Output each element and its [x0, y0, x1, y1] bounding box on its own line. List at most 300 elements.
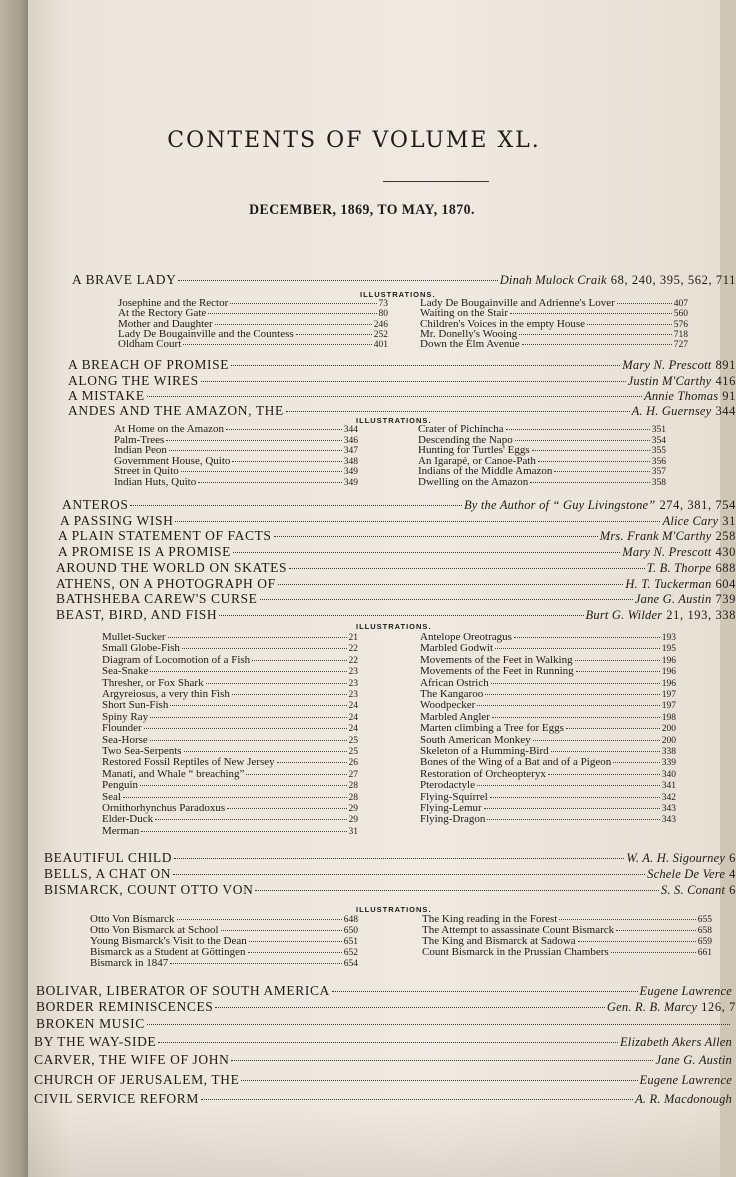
illustration-page: 196 — [661, 678, 676, 689]
illustration-page: 28 — [348, 792, 358, 803]
toc-entry[interactable] — [58, 528, 736, 544]
entry-title: CIVIL SERVICE REFORM — [34, 1091, 199, 1106]
illustration-title: At the Rectory Gate — [118, 307, 207, 320]
entry-author: Gen. R. B. Marcy — [606, 1000, 698, 1014]
leader-dots — [174, 858, 624, 859]
leader-dots — [232, 694, 347, 695]
leader-dots — [538, 461, 650, 462]
leader-dots — [182, 648, 347, 649]
illustration-page: 196 — [661, 667, 676, 678]
leader-dots — [587, 324, 672, 325]
leader-dots — [522, 344, 672, 345]
illustration-title: Mr. Donelly's Wooing — [420, 327, 518, 340]
entry-pages: 739 — [715, 592, 736, 606]
entry-author: Jane G. Austin — [655, 1053, 732, 1067]
entry-title: BEAUTIFUL CHILD — [44, 850, 173, 865]
leader-dots — [233, 552, 620, 553]
toc-entry[interactable] — [68, 357, 736, 373]
illustration-title: Oldham Court — [118, 338, 182, 351]
illustration-page: 401 — [373, 340, 388, 351]
illustration-page: 22 — [348, 644, 358, 655]
toc-entry[interactable] — [36, 1016, 736, 1032]
illustration-page: 654 — [343, 959, 358, 969]
entry-pages: 604 — [715, 577, 736, 591]
toc-entry[interactable] — [56, 607, 736, 623]
entry-title: BOLIVAR, LIBERATOR OF SOUTH AMERICA — [36, 983, 330, 998]
document-page — [28, 0, 736, 1177]
illustration-title: Thresher, or Fox Shark — [102, 676, 204, 689]
illustration-title: Short Sun-Fish — [102, 699, 169, 712]
illustration-page: 24 — [348, 712, 358, 723]
entry-pages: 21, 193, 338 — [666, 608, 736, 622]
entry-title: ANTEROS — [62, 497, 129, 512]
leader-dots — [215, 1007, 605, 1008]
leader-dots — [169, 450, 342, 451]
entry-pages: 31 — [722, 514, 736, 528]
leader-dots — [576, 671, 660, 672]
illustration-title: Mullet-Sucker — [102, 631, 166, 643]
entry-author: By the Author of “ Guy Livingstone” — [463, 498, 656, 512]
illustration-title: An Igarapé, or Canoe-Path — [418, 454, 536, 467]
illustration-page: 348 — [343, 456, 358, 467]
illustration-page: 24 — [348, 724, 358, 735]
illustration-item[interactable] — [102, 769, 358, 781]
illustration-page: 25 — [348, 747, 358, 757]
leader-dots — [206, 683, 347, 684]
entry-author: W. A. H. Sigourney — [626, 851, 726, 865]
illustration-title: Flying-Squirrel — [420, 790, 488, 803]
illustration-page: 342 — [661, 792, 676, 803]
illustration-page: 661 — [697, 948, 712, 958]
illustration-title: Woodpecker — [420, 699, 476, 712]
leader-dots — [611, 952, 696, 953]
leader-dots — [232, 461, 341, 462]
illustration-page: 343 — [661, 804, 676, 814]
illustration-title: The Attempt to assassinate Count Bismarck — [422, 924, 615, 936]
illustration-title: Young Bismarck's Visit to the Dean — [90, 935, 247, 947]
entry-title: BELLS, A CHAT ON — [44, 866, 172, 881]
illustration-item[interactable] — [90, 958, 358, 970]
entry-author: S. S. Conant — [660, 883, 726, 897]
illustration-item[interactable] — [118, 339, 388, 351]
illustration-item[interactable] — [420, 339, 688, 351]
illustration-page: 24 — [348, 701, 358, 712]
leader-dots — [231, 1060, 653, 1061]
leader-dots — [548, 774, 660, 775]
illustration-page: 356 — [651, 456, 666, 467]
illustration-title: Down the Elm Avenue — [420, 338, 520, 351]
illustration-page: 339 — [661, 758, 676, 769]
leader-dots — [227, 808, 346, 809]
leader-dots — [477, 785, 660, 786]
illustration-page: 344 — [343, 425, 358, 435]
illustration-title: Diagram of Locomotion of a Fish — [102, 653, 251, 666]
entry-pages: 891 — [715, 358, 736, 372]
leader-dots — [332, 991, 638, 992]
leader-dots — [532, 450, 650, 451]
leader-dots — [533, 740, 660, 741]
entry-title: AROUND THE WORLD ON SKATES — [56, 560, 288, 575]
entry-pages: 416 — [715, 374, 736, 388]
leader-dots — [554, 471, 649, 472]
leader-dots — [147, 1024, 730, 1025]
leader-dots — [181, 471, 342, 472]
illustration-title: Crater of Pichincha — [418, 423, 504, 435]
illustration-page: 343 — [661, 815, 676, 826]
entry-author: Annie Thomas — [644, 389, 719, 403]
illustration-title: Movements of the Feet in Running — [420, 665, 574, 678]
leader-dots — [515, 440, 650, 441]
illustrations-heading: ILLUSTRATIONS. — [356, 905, 432, 914]
illustration-page: 655 — [697, 915, 712, 925]
illustration-title: Flying-Lemur — [420, 802, 482, 814]
toc-entry[interactable] — [34, 1034, 736, 1050]
leader-dots — [477, 705, 659, 706]
entry-author: Mrs. Frank M'Carthy — [599, 529, 712, 543]
illustration-page: 718 — [673, 329, 688, 340]
leader-dots — [147, 396, 642, 397]
toc-entry[interactable] — [34, 1072, 736, 1088]
toc-entry[interactable] — [36, 983, 736, 999]
toc-entry[interactable] — [56, 591, 736, 607]
illustration-title: Indian Huts, Quito — [114, 476, 197, 488]
illustration-page: 407 — [673, 299, 688, 309]
illustrations-heading: ILLUSTRATIONS. — [360, 290, 436, 299]
leader-dots — [255, 890, 658, 891]
entry-title: BEAST, BIRD, AND FISH — [56, 607, 218, 622]
entry-author: Dinah Mulock Craik — [499, 273, 607, 287]
entry-title: A PASSING WISH — [60, 513, 174, 528]
entry-pages: 68, 240, 395, 562, 711 — [610, 273, 736, 287]
illustration-item[interactable] — [420, 814, 676, 826]
illustration-page: 358 — [651, 478, 666, 488]
leader-dots — [530, 482, 649, 483]
leader-dots — [510, 313, 672, 314]
illustration-page: 351 — [651, 425, 666, 435]
toc-entry[interactable] — [36, 999, 736, 1015]
illustration-title: Descending the Napo — [418, 433, 513, 446]
illustration-title: Two Sea-Serpents — [102, 745, 182, 757]
illustration-title: Skeleton of a Humming-Bird — [420, 745, 549, 757]
toc-entry[interactable] — [34, 1052, 736, 1068]
illustration-page: 31 — [348, 826, 358, 837]
entry-title: CHURCH OF JERUSALEM, THE — [34, 1072, 240, 1087]
leader-dots — [201, 1099, 633, 1100]
entry-title: BY THE WAY-SIDE — [34, 1034, 157, 1049]
entry-author: H. T. Tuckerman — [625, 577, 712, 591]
book-gutter — [0, 0, 28, 1177]
toc-entry[interactable] — [62, 497, 736, 513]
leader-dots — [278, 584, 624, 585]
illustration-title: Merman — [102, 824, 140, 837]
leader-dots — [184, 751, 347, 752]
leader-dots — [221, 930, 342, 931]
entry-pages: 274, 381, 754 — [659, 498, 736, 512]
illustration-item[interactable] — [418, 477, 666, 489]
illustration-page: 21 — [348, 633, 358, 643]
leader-dots — [566, 728, 660, 729]
illustration-title: Bismarck in 1847 — [90, 957, 169, 969]
leader-dots — [485, 694, 660, 695]
illustration-title: Bismarck as a Student at Göttingen — [90, 946, 246, 958]
entry-author: Jane G. Austin — [634, 592, 712, 606]
illustration-page: 252 — [373, 329, 388, 340]
leader-dots — [141, 831, 346, 832]
page-shadow — [28, 1107, 720, 1177]
leader-dots — [274, 536, 598, 537]
entry-pages: 4 — [729, 867, 736, 881]
entry-pages: 91 — [722, 389, 736, 403]
entry-author: Mary N. Prescott — [622, 545, 712, 559]
illustration-page: 357 — [651, 467, 666, 478]
entry-author: A. H. Guernsey — [631, 404, 712, 418]
leader-dots — [289, 568, 645, 569]
entry-author: Eugene Lawrence — [639, 1073, 732, 1087]
illustration-title: Flounder — [102, 722, 142, 735]
leader-dots — [144, 728, 347, 729]
leader-dots — [178, 280, 497, 281]
leader-dots — [492, 717, 660, 718]
illustration-page: 28 — [348, 781, 358, 792]
leader-dots — [231, 365, 620, 366]
illustration-page: 195 — [661, 644, 676, 655]
leader-dots — [559, 919, 695, 920]
illustration-page: 659 — [697, 937, 712, 947]
illustration-title: The King and Bismarck at Sadowa — [422, 935, 576, 947]
entry-pages: 258 — [715, 529, 736, 543]
illustration-title: Restored Fossil Reptiles of New Jersey — [102, 756, 275, 769]
illustration-title: African Ostrich — [420, 676, 489, 689]
leader-dots — [219, 615, 583, 616]
illustration-title: Indian Peon — [114, 444, 167, 457]
leader-dots — [226, 429, 342, 430]
leader-dots — [150, 717, 346, 718]
leader-dots — [140, 785, 346, 786]
illustration-title: Indians of the Middle Amazon — [418, 465, 553, 478]
leader-dots — [123, 797, 347, 798]
illustration-page: 197 — [661, 690, 676, 700]
illustration-title: Sea-Horse — [102, 733, 148, 746]
toc-entry[interactable] — [44, 850, 736, 866]
leader-dots — [208, 313, 376, 314]
leader-dots — [215, 324, 372, 325]
entry-author: T. B. Thorpe — [646, 561, 712, 575]
illustration-title: Seal — [102, 790, 121, 803]
leader-dots — [158, 1042, 618, 1043]
illustration-page: 196 — [661, 655, 676, 666]
illustration-title: Restoration of Orcheopteryx — [420, 767, 546, 780]
leader-dots — [490, 797, 660, 798]
leader-dots — [246, 774, 346, 775]
toc-entry[interactable] — [56, 560, 736, 576]
leader-dots — [241, 1080, 637, 1081]
illustration-title: Pterodactyle — [420, 779, 475, 792]
toc-entry[interactable] — [68, 388, 736, 404]
illustration-title: Count Bismarck in the Prussian Chambers — [422, 946, 609, 958]
entry-pages: 430 — [715, 545, 736, 559]
illustration-page: 29 — [348, 804, 358, 814]
entry-author: Schele De Vere — [647, 867, 726, 881]
illustration-title: Penguin — [102, 779, 139, 792]
title-rule — [383, 181, 489, 182]
illustration-page: 198 — [661, 712, 676, 723]
illustration-title: Marbled Godwit — [420, 642, 494, 655]
illustration-page: 29 — [348, 815, 358, 826]
illustration-page: 193 — [661, 633, 676, 643]
entry-title: ATHENS, ON A PHOTOGRAPH OF — [56, 576, 276, 591]
illustration-title: Ornithorhynchus Paradoxus — [102, 802, 226, 814]
entry-pages: 688 — [715, 561, 736, 575]
illustration-page: 246 — [373, 319, 388, 330]
illustration-title: Palm-Trees — [114, 433, 165, 446]
leader-dots — [201, 381, 626, 382]
illustration-title: Small Globe-Fish — [102, 642, 180, 655]
leader-dots — [616, 930, 696, 931]
leader-dots — [495, 648, 660, 649]
illustration-title: Argyreiosus, a very thin Fish — [102, 688, 230, 700]
illustrations-heading: ILLUSTRATIONS. — [356, 622, 432, 631]
illustration-item[interactable] — [422, 947, 712, 959]
illustration-page: 23 — [348, 690, 358, 700]
illustration-item[interactable] — [102, 780, 358, 792]
illustration-title: Government House, Quito — [114, 454, 231, 467]
illustration-title: Manati, and Whale “ breaching” — [102, 767, 245, 780]
leader-dots — [150, 671, 346, 672]
leader-dots — [286, 411, 630, 412]
entry-author: Mary N. Prescott — [622, 358, 712, 372]
illustration-item[interactable] — [102, 826, 358, 838]
illustration-title: Street in Quito — [114, 465, 179, 478]
leader-dots — [175, 521, 660, 522]
leader-dots — [617, 303, 672, 304]
leader-dots — [150, 740, 347, 741]
illustration-page: 651 — [343, 937, 358, 947]
entry-pages: 6 — [729, 851, 736, 865]
toc-entry[interactable] — [68, 373, 736, 389]
illustration-page: 727 — [673, 340, 688, 351]
illustration-page: 27 — [348, 769, 358, 780]
leader-dots — [155, 819, 346, 820]
illustration-page: 652 — [343, 948, 358, 958]
illustration-title: Hunting for Turtles' Eggs — [418, 444, 530, 457]
illustration-page: 560 — [673, 309, 688, 320]
illustration-title: South American Monkey — [420, 733, 531, 746]
toc-entry[interactable] — [60, 513, 736, 529]
illustration-page: 80 — [378, 309, 388, 320]
entry-author: A. R. Macdonough — [635, 1092, 732, 1106]
entry-title: A BREACH OF PROMISE — [68, 357, 230, 372]
page-title: CONTENTS OF VOLUME XL. — [167, 128, 541, 153]
illustration-page: 349 — [343, 478, 358, 488]
illustration-page: 355 — [651, 446, 666, 457]
leader-dots — [575, 660, 660, 661]
illustration-title: Lady De Bougainville and the Countess — [118, 327, 294, 340]
leader-dots — [487, 819, 659, 820]
leader-dots — [484, 808, 660, 809]
illustration-title: At Home on the Amazon — [114, 423, 224, 435]
leader-dots — [514, 637, 660, 638]
entry-title: A BRAVE LADY — [72, 272, 177, 287]
leader-dots — [183, 344, 372, 345]
entry-title: CARVER, THE WIFE OF JOHN — [34, 1052, 230, 1067]
illustration-title: Otto Von Bismarck at School — [90, 924, 219, 936]
illustration-page: 73 — [378, 299, 388, 309]
illustration-page: 26 — [348, 758, 358, 769]
leader-dots — [506, 429, 650, 430]
illustration-page: 200 — [661, 724, 676, 735]
leader-dots — [578, 941, 696, 942]
illustration-title: Spiny Ray — [102, 710, 149, 723]
illustration-page: 200 — [661, 735, 676, 746]
toc-entry[interactable] — [56, 576, 736, 592]
illustration-page: 23 — [348, 667, 358, 678]
illustration-page: 347 — [343, 446, 358, 457]
leader-dots — [173, 874, 645, 875]
entry-title: BISMARCK, COUNT OTTO VON — [44, 882, 254, 897]
toc-entry[interactable] — [72, 272, 736, 288]
entry-title: BORDER REMINISCENCES — [36, 999, 214, 1014]
illustration-item[interactable] — [114, 477, 358, 489]
illustration-item[interactable] — [102, 814, 358, 826]
illustration-page: 338 — [661, 747, 676, 757]
leader-dots — [170, 963, 342, 964]
illustration-title: Children's Voices in the empty House — [420, 317, 586, 330]
toc-entry[interactable] — [34, 1091, 736, 1107]
leader-dots — [168, 637, 347, 638]
leader-dots — [248, 952, 342, 953]
illustration-title: The Kangaroo — [420, 688, 484, 700]
illustration-page: 650 — [343, 926, 358, 936]
illustration-title: Antelope Oreotragus — [420, 631, 512, 643]
illustration-page: 658 — [697, 926, 712, 936]
illustration-title: Otto Von Bismarck — [90, 913, 175, 925]
leader-dots — [613, 762, 660, 763]
leader-dots — [519, 334, 672, 335]
leader-dots — [491, 683, 660, 684]
entry-title: ANDES AND THE AMAZON, THE — [68, 403, 284, 418]
entry-author: Alice Cary — [662, 514, 719, 528]
illustration-page: 349 — [343, 467, 358, 478]
leader-dots — [551, 751, 660, 752]
leader-dots — [260, 599, 633, 600]
illustration-page: 354 — [651, 435, 666, 446]
illustration-page: 197 — [661, 701, 676, 712]
illustration-page: 341 — [661, 781, 676, 792]
entry-author: Elizabeth Akers Allen — [619, 1035, 732, 1049]
entry-author: Burt G. Wilder — [585, 608, 663, 622]
leader-dots — [230, 303, 376, 304]
entry-pages: 344 — [715, 404, 736, 418]
illustration-title: Sea-Snake — [102, 665, 149, 678]
toc-entry[interactable] — [44, 866, 736, 882]
toc-entry[interactable] — [44, 882, 736, 898]
leader-dots — [198, 482, 342, 483]
illustration-page: 25 — [348, 735, 358, 746]
illustration-page: 23 — [348, 678, 358, 689]
illustration-title: Mother and Daughter — [118, 317, 213, 330]
illustration-title: The King reading in the Forest — [422, 913, 558, 925]
illustration-page: 22 — [348, 655, 358, 666]
entry-author: Justin M'Carthy — [627, 374, 712, 388]
entry-title: A MISTAKE — [68, 388, 145, 403]
illustration-page: 576 — [673, 319, 688, 330]
entry-pages: 126, 7 — [701, 1000, 736, 1014]
illustration-title: Waiting on the Stair — [420, 307, 509, 320]
illustration-page: 340 — [661, 769, 676, 780]
toc-entry[interactable] — [58, 544, 736, 560]
entry-title: A PLAIN STATEMENT OF FACTS — [58, 528, 272, 543]
illustration-title: Elder-Duck — [102, 813, 154, 826]
